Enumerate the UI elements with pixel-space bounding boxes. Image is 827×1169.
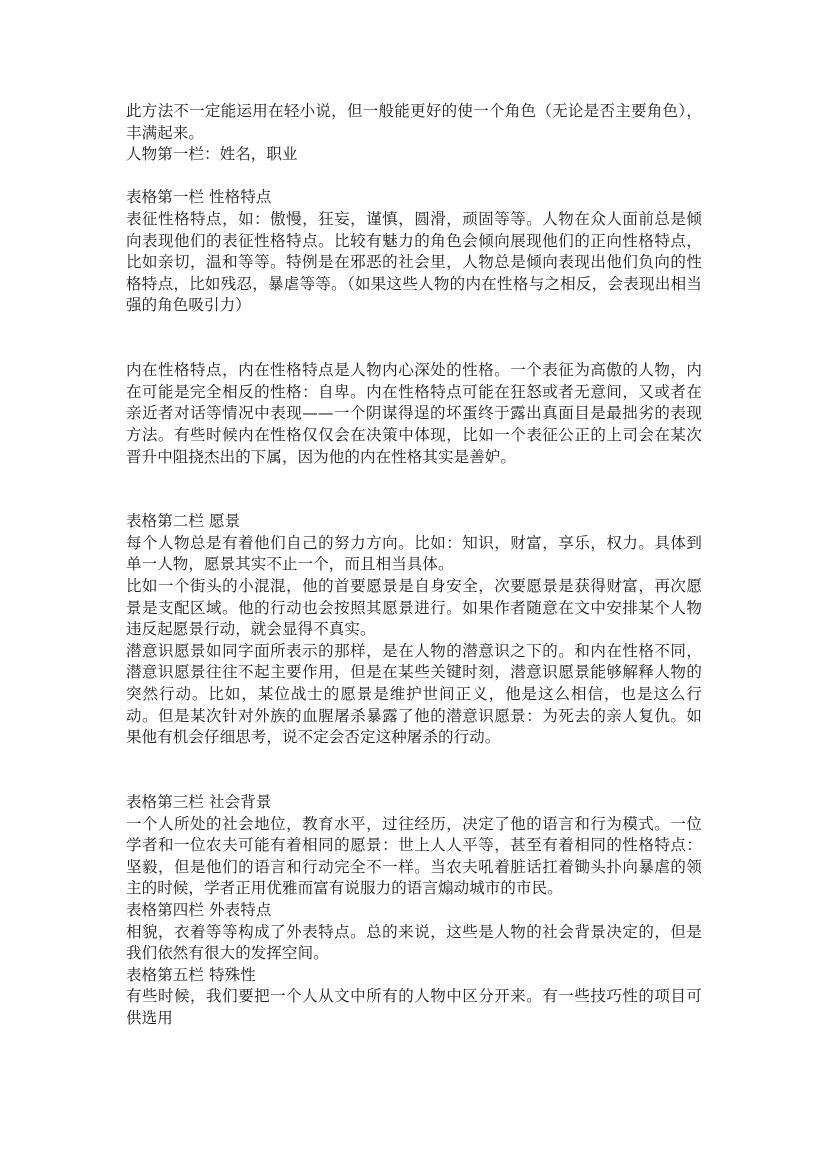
section-1-title: 表格第一栏 性格特点 bbox=[126, 188, 272, 207]
section-3-title: 表格第三栏 社会背景 bbox=[126, 793, 272, 811]
column-1-heading: 人物第一栏：姓名，职业 bbox=[126, 145, 298, 164]
section-2-title: 表格第二栏 愿景 bbox=[126, 512, 241, 531]
section-2-paragraph-2: 比如一个街头的小混混，他的首要愿景是自身安全，次要愿景是获得财富，再次愿景是支配区域。他的行动也会按照其愿景进行。如果作者随意在文中安排某个人物违反起愿景行动，就会显得不真实。 bbox=[126, 577, 702, 639]
section-2-paragraph-1: 每个人物总是有着他们自己的努力方向。比如：知识，财富，享乐，权力。具体到单一人物，愿景其实不止一个，而且相当具体。 bbox=[126, 533, 702, 574]
spacer bbox=[126, 468, 702, 511]
spacer bbox=[126, 317, 702, 360]
spacer bbox=[126, 166, 702, 188]
section-1-paragraph-1: 表征性格特点，如：傲慢，狂妄，谨慎，圆滑，顽固等等。人物在众人面前总是倾向表现他们的表征性格特点。比较有魅力的角色会倾向展现他们的正向性格特点，比如亲切，温和等等。特例是在邪恶的社会里，人物总是倾向表现出他们负向的性格特点，比如残忍，暴虐等等。（如果这些人物的内在性格与之相反，会表现出相当强的角色吸引力） bbox=[126, 209, 702, 315]
spacer bbox=[126, 749, 702, 792]
section-3-paragraph-1: 一个人所处的社会地位，教育水平，过往经历，决定了他的语言和行为模式。一位学者和一位农夫可能有着相同的愿景：世上人人平等，甚至有着相同的性格特点：坚毅，但是他们的语言和行动完全不一样。当农夫吼着脏话扛着锄头扑向暴虐的领主的时候，学者正用优雅而富有说服力的语言煽动城市的市民。 bbox=[126, 814, 702, 898]
section-1-paragraph-2: 内在性格特点，内在性格特点是人物内心深处的性格。一个表征为高傲的人物，内在可能是完全相反的性格：自卑。内在性格特点可能在狂怒或者无意间，又或者在亲近者对话等情况中表现——一个阴谋得逞的坏蛋终于露出真面目是最拙劣的表现方法。有些时候内在性格仅仅会在决策中体现，比如一个表征公正的上司会在某次晋升中阻挠杰出的下属，因为他的内在性格其实是善妒。 bbox=[126, 361, 702, 466]
section-5-title: 表格第五栏 特殊性 bbox=[126, 965, 256, 984]
section-5-paragraph-1: 有些时候，我们要把一个人从文中所有的人物中区分开来。有一些技巧性的项目可供选用 bbox=[126, 987, 702, 1027]
document-page bbox=[126, 101, 702, 1030]
section-4-title: 表格第四栏 外表特点 bbox=[126, 900, 272, 919]
section-2-paragraph-3: 潜意识愿景如同字面所表示的那样，是在人物的潜意识之下的。和内在性格不同，潜意识愿景往往不起主要作用，但是在某些关键时刻，潜意识愿景能够解释人物的突然行动。比如，某位战士的愿景是维护世间正义，他是这么相信，也是这么行动。但是某次针对外族的血腥屠杀暴露了他的潜意识愿景：为死去的亲人复仇。如果他有机会仔细思考，说不定会否定这种屠杀的行动。 bbox=[126, 641, 702, 747]
intro-paragraph: 此方法不一定能运用在轻小说，但一般能更好的使一个角色（无论是否主要角色），丰满起来。 bbox=[126, 102, 702, 142]
section-4-paragraph-1: 相貌，衣着等等构成了外表特点。总的来说，这些是人物的社会背景决定的，但是我们依然有很大的发挥空间。 bbox=[126, 922, 702, 963]
